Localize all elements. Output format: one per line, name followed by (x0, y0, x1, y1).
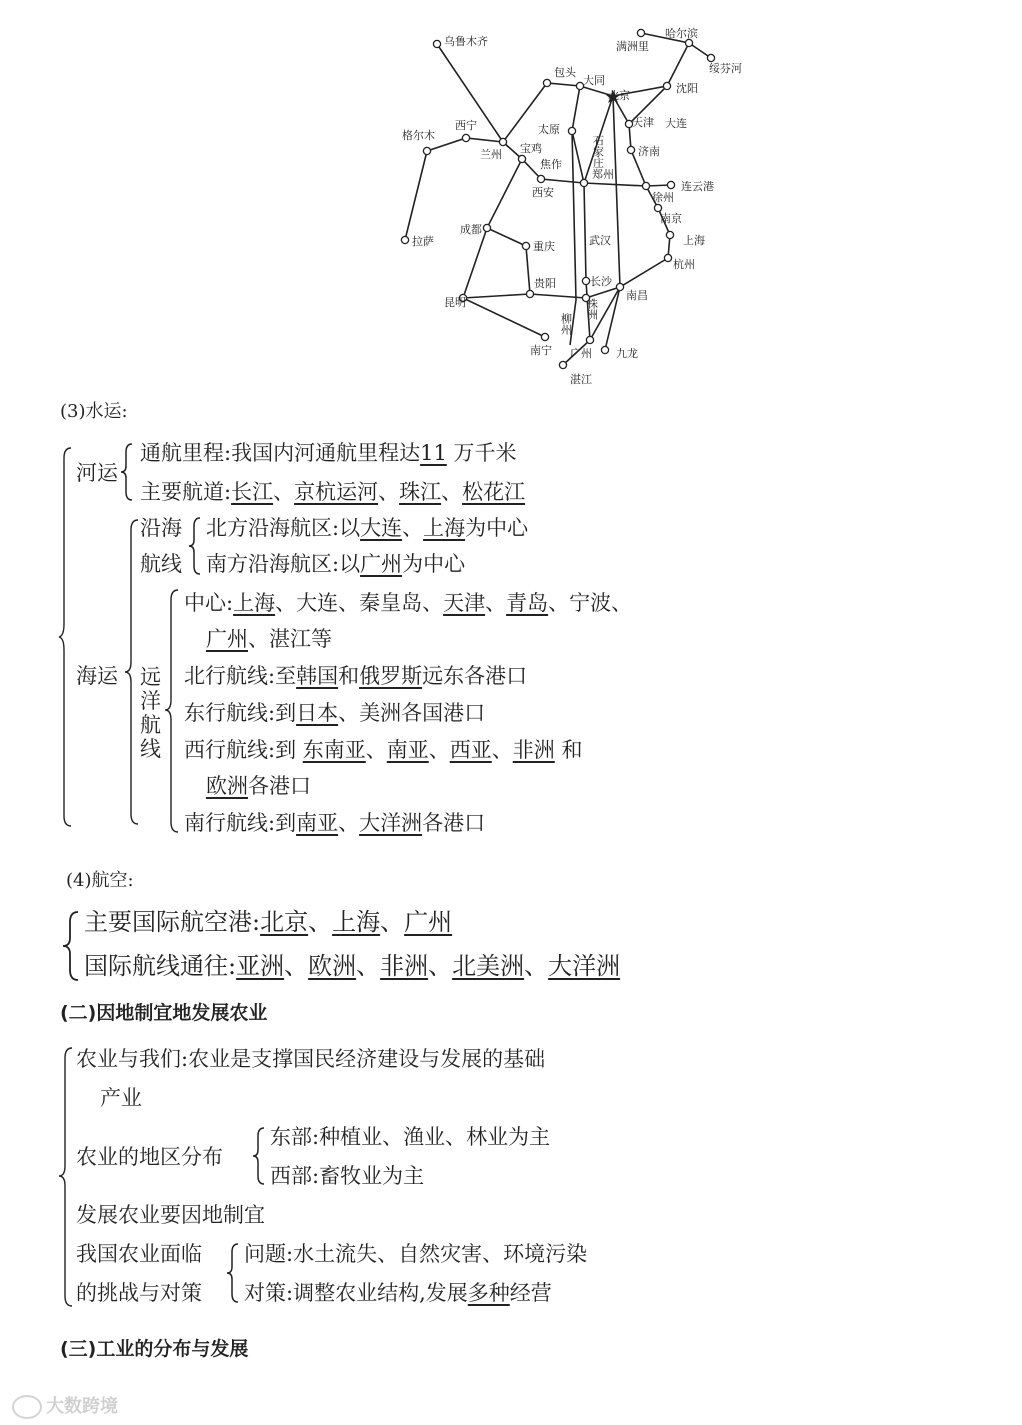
eastbound-route: 东行航线:到日本、美洲各国港口 (184, 701, 486, 725)
city-label: 重庆 (533, 240, 555, 253)
ocean-label-char: 线 (140, 737, 161, 761)
city-label: 杭州 (673, 258, 695, 271)
city-label: 九龙 (616, 347, 638, 360)
city-label: 乌鲁木齐 (444, 35, 488, 48)
challenge-label: 我国农业面临 (76, 1242, 202, 1266)
city-label: 包头 (554, 66, 576, 79)
river-mileage: 通航里程:我国内河通航里程达11 万千米 (140, 441, 517, 465)
water-heading: (3)水运: (60, 401, 128, 422)
city-label: 广州 (570, 347, 592, 360)
city-label: 武汉 (589, 234, 611, 247)
brace-sea (124, 518, 140, 826)
city-label: 大连 (665, 117, 687, 130)
city-label: 绥芬河 (709, 62, 742, 75)
brace-coastal (188, 516, 202, 576)
southbound-route: 南行航线:到南亚、大洋洲各港口 (184, 811, 486, 835)
city-label: 徐州 (652, 191, 674, 204)
city-label: 郑州 (592, 168, 614, 181)
city-label: 西安 (532, 186, 554, 199)
railway-map (0, 0, 1022, 395)
agriculture-measures: 对策:调整农业结构,发展多种经营 (244, 1281, 552, 1305)
ocean-centers-cont: 广州、湛江等 (206, 627, 332, 651)
city-label: 济南 (638, 145, 660, 158)
city-label: 西宁 (455, 119, 477, 132)
city-label: 贵阳 (534, 277, 556, 290)
region-distribution-label: 农业的地区分布 (76, 1145, 223, 1169)
coastal-label: 航线 (140, 552, 182, 576)
intl-airports: 主要国际航空港:北京、上海、广州 (84, 908, 453, 936)
south-coastal-zone: 南方沿海航区:以广州为中心 (206, 552, 466, 576)
city-label: 拉萨 (412, 235, 434, 248)
city-label: 连云港 (681, 180, 714, 193)
ocean-centers: 中心:上海、大连、秦皇岛、天津、青岛、宁波、 (184, 591, 633, 615)
northbound-route: 北行航线:至韩国和俄罗斯远东各港口 (184, 664, 528, 688)
watermark: 大数跨境 (12, 1392, 118, 1419)
westbound-route: 西行航线:到 东南亚、南亚、西亚、非洲 和 (184, 738, 583, 762)
river-label: 河运 (76, 461, 118, 485)
river-mileage-number: 11 (420, 441, 447, 465)
city-label: 满洲里 (616, 40, 649, 53)
watermark-logo-icon (12, 1395, 42, 1419)
agriculture-heading: (二)因地制宜地发展农业 (60, 1002, 268, 1024)
city-label: 南昌 (626, 289, 648, 302)
city-label: 昆明 (444, 296, 466, 309)
city-label: 上海 (683, 234, 705, 247)
brace-ocean (164, 588, 180, 834)
city-label-vertical: 柳州 (559, 313, 573, 335)
coastal-label: 沿海 (140, 516, 182, 540)
city-label: 南宁 (530, 344, 552, 357)
brace-river (120, 442, 134, 502)
adapt-to-local: 发展农业要因地制宜 (76, 1203, 265, 1227)
city-label: 大同 (583, 74, 605, 87)
city-label: 沈阳 (676, 82, 698, 95)
industry-heading: (三)工业的分布与发展 (60, 1338, 249, 1360)
agriculture-problems: 问题:水土流失、自然灾害、环境污染 (244, 1242, 588, 1266)
city-label: 太原 (538, 123, 560, 136)
city-label-vertical: 株洲 (585, 298, 599, 320)
city-label: 北京 (608, 89, 630, 102)
sea-label: 海运 (76, 664, 118, 688)
river-routes: 主要航道:长江、京杭运河、珠江、松花江 (140, 480, 526, 504)
westbound-route-cont: 欧洲各港口 (206, 774, 311, 798)
city-label: 焦作 (540, 158, 562, 171)
challenge-label: 的挑战与对策 (76, 1281, 202, 1305)
city-label: 天津 (632, 116, 654, 129)
ocean-label-char: 洋 (140, 689, 161, 713)
agriculture-and-us-cont: 产业 (100, 1086, 142, 1110)
ocean-label-char: 航 (140, 713, 161, 737)
city-label: 南京 (660, 212, 682, 225)
agriculture-and-us: 农业与我们:农业是支撑国民经济建设与发展的基础 (76, 1047, 546, 1071)
brace-water (58, 446, 74, 828)
city-label: 格尔木 (402, 129, 435, 142)
city-label: 成都 (460, 223, 482, 236)
city-label: 湛江 (570, 373, 592, 386)
brace-challenge (226, 1242, 240, 1304)
brace-region (252, 1126, 266, 1186)
brace-agriculture (58, 1046, 74, 1308)
city-label: 长沙 (590, 275, 612, 288)
east-region: 东部:种植业、渔业、林业为主 (270, 1125, 551, 1149)
intl-routes: 国际航线通往:亚洲、欧洲、非洲、北美洲、大洋洲 (84, 952, 621, 980)
city-label: 哈尔滨 (665, 27, 698, 40)
north-coastal-zone: 北方沿海航区:以大连、上海为中心 (206, 516, 529, 540)
city-label: 兰州 (480, 148, 502, 161)
ocean-label-char: 远 (140, 665, 161, 689)
brace-aviation (62, 910, 80, 982)
aviation-heading: (4)航空: (66, 870, 134, 891)
city-label-vertical: 石家庄 (591, 135, 605, 168)
city-label: 宝鸡 (520, 142, 542, 155)
west-region: 西部:畜牧业为主 (270, 1164, 425, 1188)
